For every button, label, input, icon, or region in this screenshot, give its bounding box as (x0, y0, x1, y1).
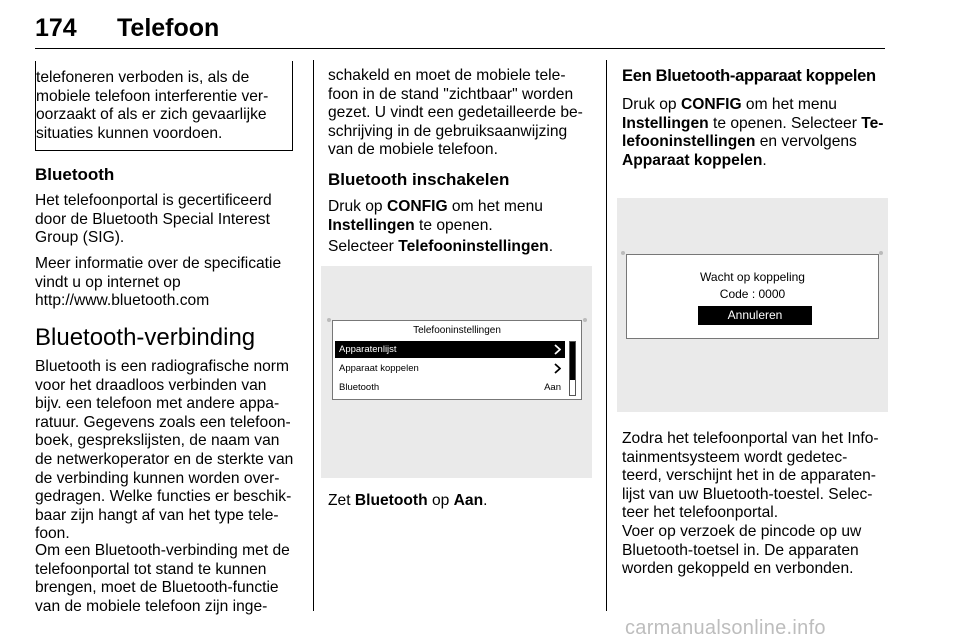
display-screenshot-settings (321, 266, 592, 478)
text-line: teerd, verschijnt het in de apparaten- (622, 467, 876, 485)
display-item (335, 360, 565, 377)
pairing-code-text: Code : 0000 (719, 287, 786, 301)
corner-dot (327, 318, 331, 322)
warning-line: telefoneren verboden is, als de (36, 69, 250, 86)
text-line: Bluetooth-toetsel in. De apparaten (622, 541, 859, 559)
bluetooth-spec-paragraph (35, 255, 305, 311)
text-line: van de mobiele telefoon zijn inge- (35, 597, 268, 615)
text: . (762, 151, 767, 169)
text-line: telefoonportal tot stand te kunnen (35, 560, 267, 578)
menu-keyword: Apparaat koppelen (622, 151, 763, 169)
display-item (335, 379, 565, 396)
config-keyword: CONFIG (386, 198, 448, 215)
setting-keyword: Bluetooth (354, 492, 428, 509)
text-line: boek, gesprekslijsten, de naam van (35, 432, 280, 450)
cancel-button[interactable]: Annuleren (698, 306, 812, 325)
connection-paragraph-2 (35, 542, 305, 616)
warning-line: situaties kunnen voordoen. (36, 124, 223, 142)
text: Selecteer (328, 238, 399, 255)
text-line: bijv. een telefoon met andere appa- (35, 395, 280, 413)
menu-keyword: Telefooninstellingen (398, 238, 549, 255)
text: Zet (328, 492, 355, 509)
pair-paragraph-1 (622, 96, 890, 170)
display-title: Telefooninstellingen (413, 325, 501, 336)
scrollbar-thumb (570, 342, 575, 380)
text-line: Bluetooth is een radiografische norm (35, 358, 289, 375)
page-number: 174 (35, 14, 77, 42)
warning-line: oorzaakt of als er zich gevaarlijke (36, 106, 267, 124)
display-screenshot-pairing (617, 198, 888, 412)
corner-dot (583, 318, 587, 322)
display-item-label: Bluetooth (339, 382, 380, 393)
connection-heading: Bluetooth-verbinding (35, 324, 256, 351)
text-line: Meer informatie over de specificatie (35, 255, 282, 272)
enable-heading: Bluetooth inschakelen (328, 170, 510, 189)
menu-keyword: Instellingen (328, 216, 415, 234)
config-keyword: CONFIG (680, 96, 742, 113)
enable-step-2 (328, 238, 600, 257)
text: op (427, 492, 454, 509)
pair-heading: Een Bluetooth-apparaat koppelen (622, 67, 876, 85)
watermark-text: carmanualsonline.info (625, 617, 826, 639)
chevron-right-icon (554, 363, 561, 374)
text-line: Group (SIG). (35, 229, 125, 247)
page-title: Telefoon (117, 14, 220, 42)
column-divider (313, 60, 314, 611)
text: en vervolgens (755, 133, 857, 151)
text-line: schrijving in de gebruiksaanwijzing (328, 122, 568, 140)
display-item-value: Aan (544, 382, 561, 393)
header-rule (35, 48, 885, 49)
text-line: teer het telefoonportal. (622, 504, 779, 522)
pair-paragraph-4 (622, 523, 892, 579)
text-line: Voer op verzoek de pincode op uw (622, 523, 862, 540)
text-line: ratuur. Gegevens zoals een telefoon- (35, 413, 291, 431)
display-item-label: Apparatenlijst (339, 344, 397, 355)
text-line: foon in de stand "zichtbaar" worden (328, 85, 574, 103)
text: om het menu (447, 198, 543, 215)
text-line: Het telefoonportal is gecertificeerd (35, 192, 272, 209)
menu-keyword: lefooninstellingen (622, 133, 756, 151)
text-line: Zodra het telefoonportal van het Info- (622, 430, 879, 447)
pair-paragraph-3 (622, 430, 892, 523)
continued-paragraph (328, 67, 600, 160)
corner-dot (621, 251, 625, 255)
menu-keyword: Te- (861, 114, 884, 132)
text-line: lijst van uw Bluetooth-toestel. Selec- (622, 485, 873, 503)
connection-paragraph (35, 358, 305, 544)
page-header (35, 14, 885, 48)
text-line: voor het draadloos verbinden van (35, 376, 267, 394)
text: Druk op (328, 198, 387, 215)
chevron-right-icon (554, 344, 561, 355)
text-line: worden gekoppeld en verbonden. (622, 560, 854, 578)
text: Druk op (622, 96, 681, 113)
text-line: schakeld en moet de mobiele tele- (328, 67, 566, 84)
text: te openen. (414, 216, 493, 234)
text-line: gedragen. Welke functies er beschik- (35, 488, 292, 506)
text-line: door de Bluetooth Special Interest (35, 210, 270, 228)
text: . (483, 492, 488, 509)
corner-dot (879, 251, 883, 255)
enable-step-3 (328, 492, 600, 511)
display-item-selected (335, 341, 565, 358)
text-line: vindt u op internet op (35, 273, 181, 291)
display-item-label: Apparaat koppelen (339, 363, 419, 374)
display-panel (332, 320, 582, 400)
bluetooth-paragraph (35, 192, 305, 248)
warning-line: mobiele telefoon interferentie ver- (36, 87, 269, 105)
text-line: de verbinding kunnen worden over- (35, 469, 280, 487)
text-line: van de mobiele telefoon. (328, 141, 498, 159)
warning-box (35, 61, 293, 151)
scrollbar (569, 341, 576, 396)
display-panel (626, 254, 879, 339)
bluetooth-heading: Bluetooth (35, 165, 115, 184)
text: om het menu (741, 96, 837, 113)
text: . (548, 238, 554, 255)
text-line: baar zijn hangt af van het type tele- (35, 506, 279, 524)
text-line: gezet. U vindt een gedetailleerde be- (328, 104, 583, 122)
menu-keyword: Instellingen (622, 114, 709, 132)
text-line: Om een Bluetooth-verbinding met de (35, 542, 290, 559)
column-divider (606, 60, 607, 611)
text-line: tainmentsysteem wordt gedetec- (622, 448, 848, 466)
enable-step-1 (328, 198, 600, 235)
url-text: http://www.bluetooth.com (35, 292, 210, 310)
text-line: brengen, moet de Bluetooth-functie (35, 579, 279, 597)
pairing-status-text: Wacht op koppeling (700, 270, 805, 284)
value-keyword: Aan (453, 492, 484, 509)
text: te openen. Selecteer (708, 114, 862, 132)
text-line: foon. (35, 525, 70, 543)
text-line: de netwerkoperator en de sterkte van (35, 450, 294, 468)
